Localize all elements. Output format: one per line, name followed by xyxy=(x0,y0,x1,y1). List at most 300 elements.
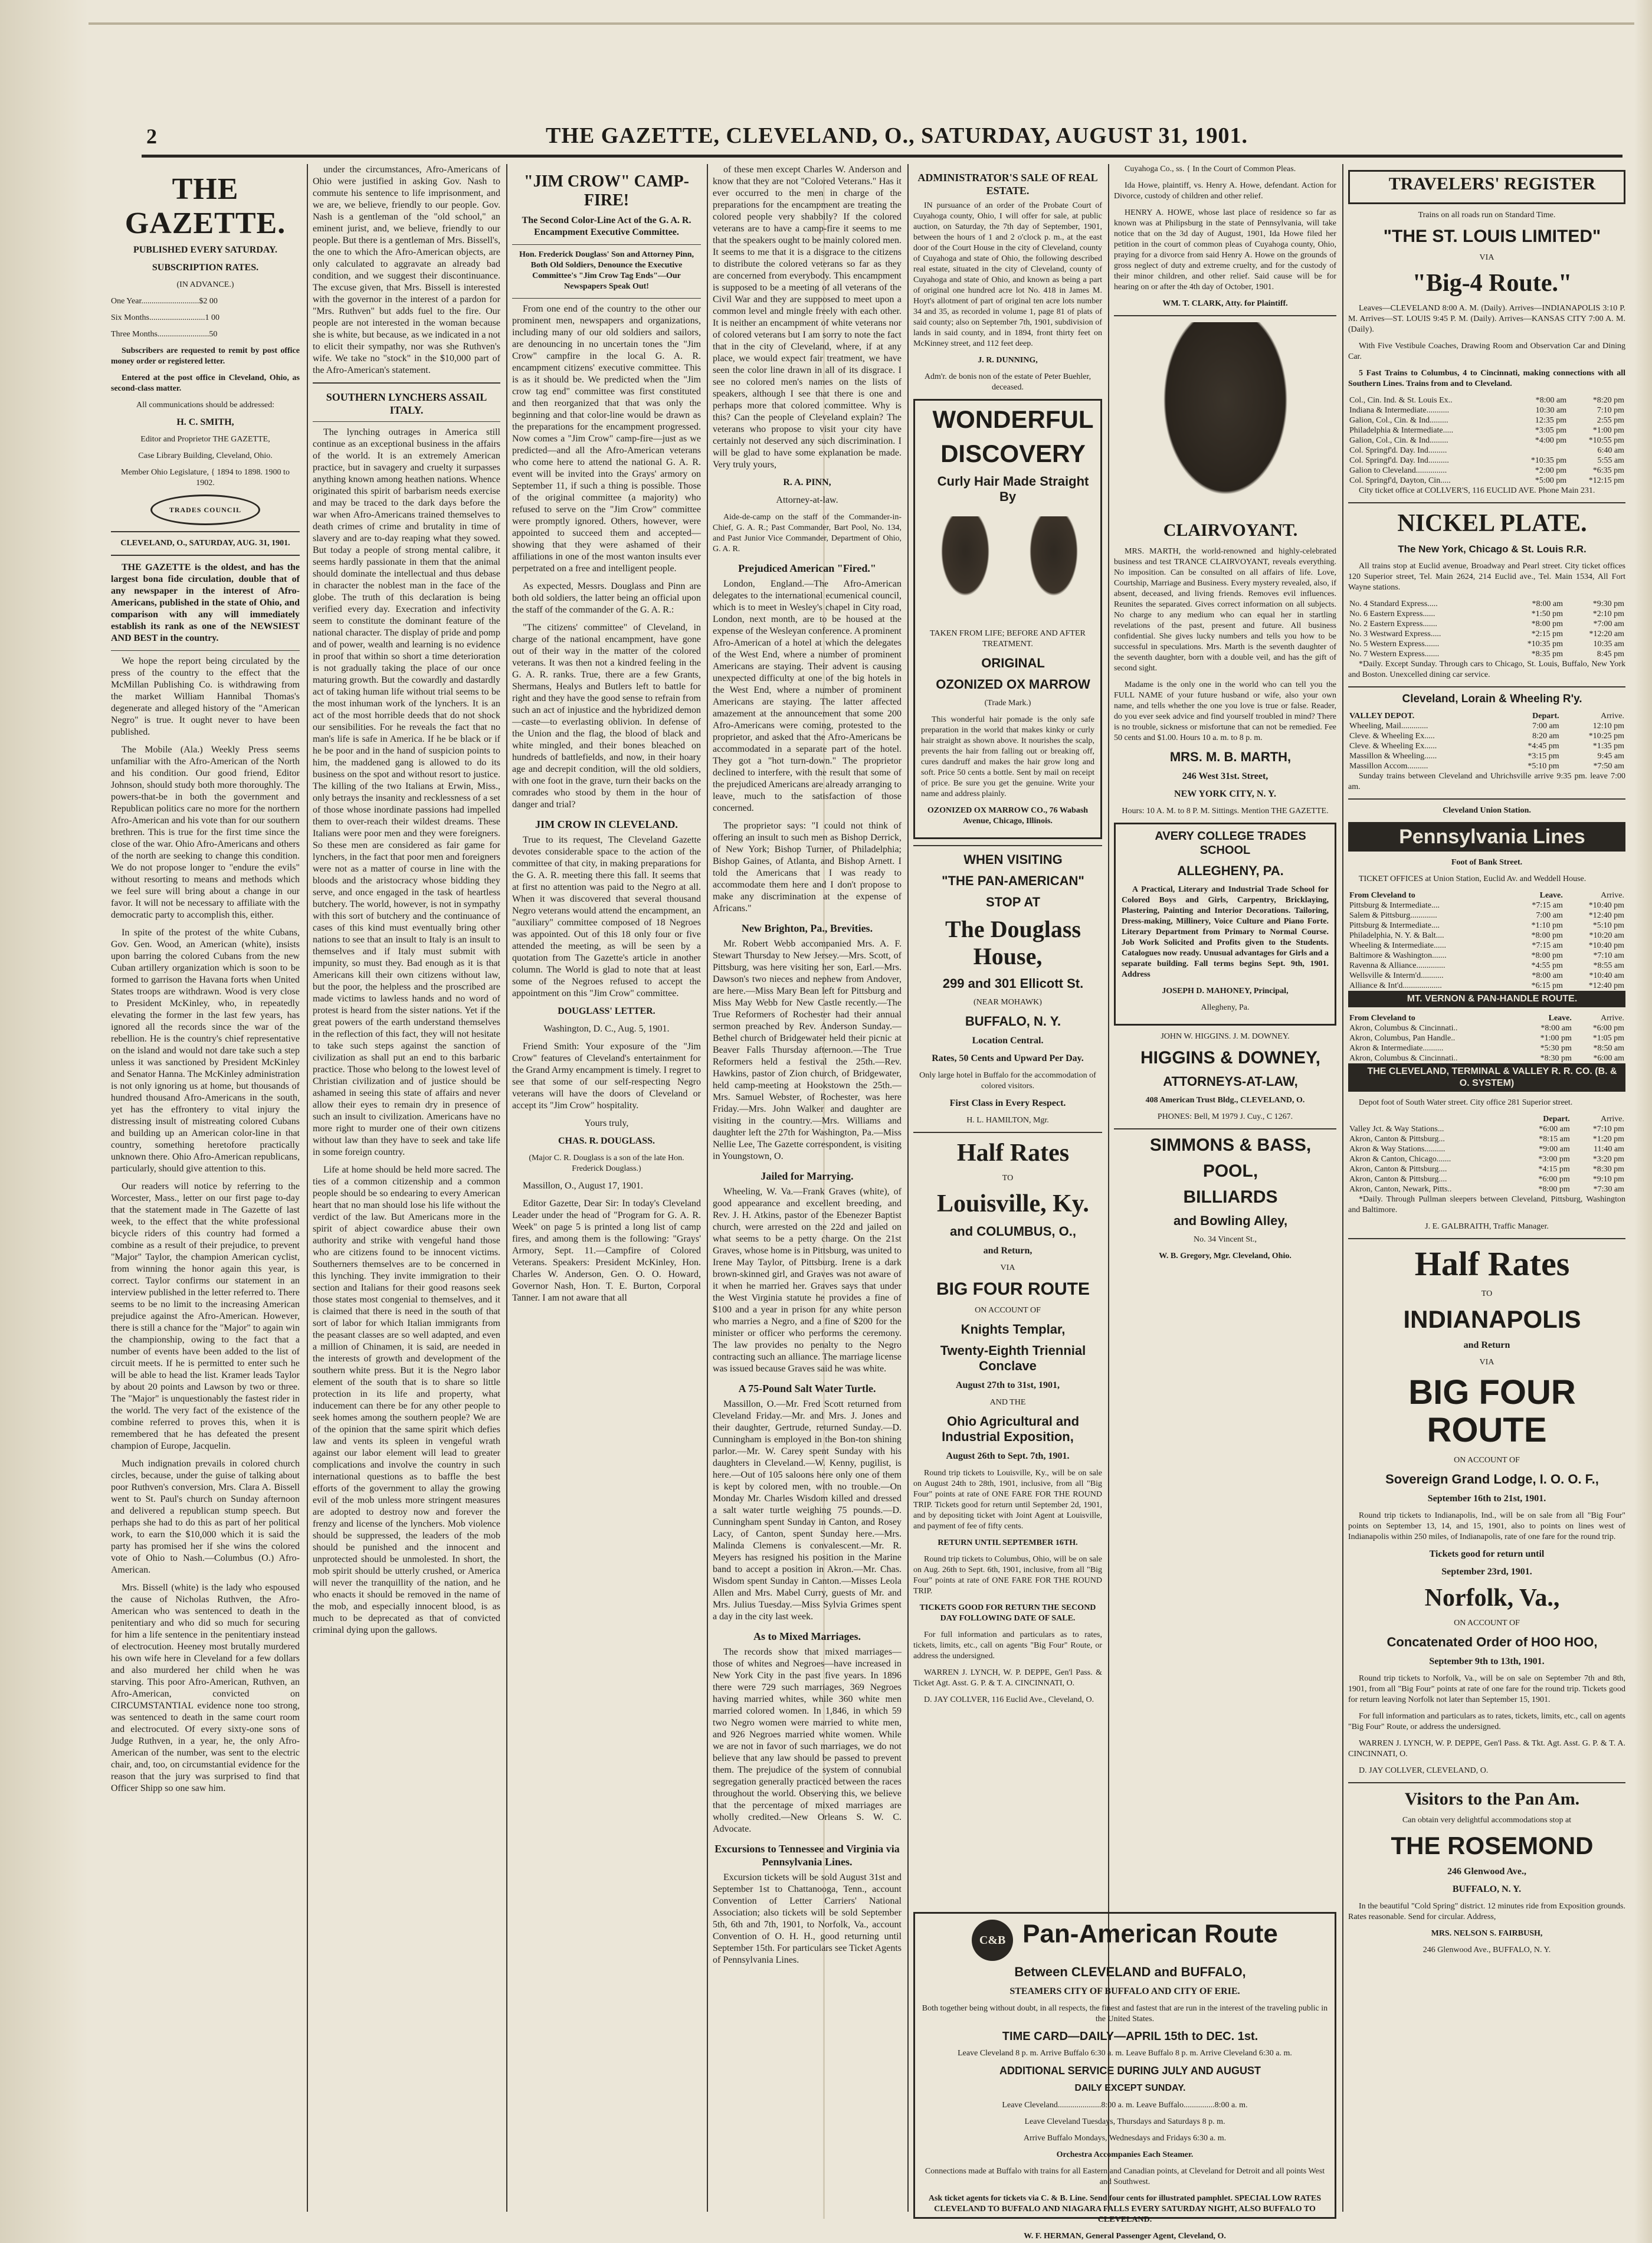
rates-ad-agents: WARREN J. LYNCH, W. P. DEPPE, Gen'l Pass. & Ticket Agt. Asst. G. P. & T. A. CINCINNATI, O. xyxy=(913,1668,1102,1688)
timetable-train: Philadelphia, N. Y. & Balt.... xyxy=(1349,931,1444,940)
timetable-row xyxy=(1348,890,1625,901)
timetable-time: *1:20 pm xyxy=(1592,1135,1624,1144)
timetable-row xyxy=(1348,971,1625,981)
timetable-train: Col. Springf'd. Day. Ind......... xyxy=(1349,446,1447,455)
nickel-plate-text: All trains stop at Euclid avenue, Broadway and Pearl street. City ticket offices 120 Superior street, Tel. Main 2624, 214 Euclid ave., Tel. Main 1534, All Fort Wayne stations. xyxy=(1348,562,1625,592)
page-edge xyxy=(1634,0,1652,2243)
school-principal: JOSEPH D. MAHONEY, Principal, xyxy=(1162,987,1289,996)
train-schedule-text: Leaves—CLEVELAND 8:00 A. M. (Daily). Arrives—INDIANAPOLIS 3:10 P. M. Arrives—ST. LOUIS 9:45 P. M. (Daily). Arrives—KANSAS CITY 7:00 A. M. (Daily). xyxy=(1348,304,1625,334)
column-7 xyxy=(1348,164,1625,2224)
column-1 xyxy=(111,164,300,2224)
timetable-time: *12:15 pm xyxy=(1588,476,1624,485)
pan-american-route-ad xyxy=(913,1912,1336,2241)
nickel-plate-timetable xyxy=(1348,599,1625,659)
timetable-row xyxy=(1348,1043,1625,1053)
timetable-time: *5:30 pm xyxy=(1540,1044,1572,1053)
hotel-address: (NEAR MOHAWK) xyxy=(974,998,1042,1007)
office-address: Case Library Building, Cleveland, Ohio. xyxy=(138,451,273,460)
article-paragraph: True to its request, The Cleveland Gazette devotes considerable space to the action of the committee of that city, in making preparations for the G. A. R. meeting there this fall. It seems that at first no attention was paid to the Negro at all. When it was discovered that several thousand Negro veterans would attend the encampment, an "auxiliary" committee composed of 18 Negroes was appointed. Out of this 18 only four or five attended the meeting, as will be seen by a quotation from The Gazette's article in another column. The World is glad to note that at least some of the Negroes refused to accept the appointment on this "Jim Crow" committee. xyxy=(512,835,701,998)
signature: Yours truly, xyxy=(584,1118,629,1128)
timetable-row xyxy=(1348,466,1625,476)
timetable-time: *6:00 am xyxy=(1539,1125,1570,1134)
travelers-register-box xyxy=(1348,170,1625,204)
odd-fellows-event: Sovereign Grand Lodge, I. O. O. F., xyxy=(1385,1472,1599,1486)
divider xyxy=(1114,315,1336,316)
rates-ad-event: Twenty-Eighth Triennial Conclave xyxy=(940,1343,1086,1373)
indianapolis-destination: INDIANAPOLIS xyxy=(1403,1305,1581,1333)
hotel-detail: First Class in Every Respect. xyxy=(949,1098,1066,1108)
clairvoyant-text: MRS. MARTH, the world-renowned and highly-celebrated business and test TRANCE CLAIRVOYANT, reveals everything. No imposition. Can be consulted on all affairs of life. Love, Courtship, Marriage and Business. Every mystery revealed, also, if absent, deceased, and living friends. Removes evil influences. Reunites the separated. Gives correct information on all subjects. No charge to any medium who can equal her in startling revelations of the past, present and future. All business confidential. She gives lucky numbers and tells you how to be successful in speculations. Mrs. Marth is the seventh daughter of the seventh daughter, born with a double veil, and has the gift of second sight. xyxy=(1114,547,1336,673)
rosemond-address: 246 Glenwood Ave., BUFFALO, N. Y. xyxy=(1422,1946,1551,1954)
masthead: THE GAZETTE, CLEVELAND, O., SATURDAY, AUGUST 31, 1901. xyxy=(545,123,1248,148)
timetable-time: *8:20 pm xyxy=(1592,396,1624,405)
legal-heading: ADMINISTRATOR'S SALE OF REAL ESTATE. xyxy=(917,172,1098,197)
timetable-time: 11:40 am xyxy=(1594,1145,1624,1154)
article-paragraph: Friend Smith: Your exposure of the "Jim Crow" features of Cleveland's entertainment for the Grand Army encampment is timely. I regret to see that some of our self-respecting Negro veterans will have the doors of Cleveland or accept its "Jim Crow" hospitality. xyxy=(512,1042,701,1111)
article-heading: SOUTHERN LYNCHERS ASSAIL ITALY. xyxy=(326,391,487,416)
train-schedule-text: 5 Fast Trains to Columbus, 4 to Cincinnati, making connections with all Southern Lines. Trains from and to Cleveland. xyxy=(1348,369,1625,388)
ad-body: This wonderful hair pomade is the only safe preparation in the world that makes kinky or curly hair straight as shown above. It nourishes the scalp, prevents the hair from falling out or breaking off, cures dandruff and makes the hair grow long and soft. Price 50 cents a bottle. Sent by mail on receipt of price. Be sure you get the genuine. Write your name and address plainly. xyxy=(921,715,1094,798)
timetable-time: *8:00 pm xyxy=(1538,1185,1570,1194)
timetable-train: Valley Jct. & Way Stations... xyxy=(1349,1125,1444,1134)
timetable-time: *8:00 am xyxy=(1532,600,1564,608)
timetable-train: Alliance & Int'd................... xyxy=(1349,981,1442,990)
hoo-hoo-event: Concatenated Order of HOO HOO, xyxy=(1386,1635,1598,1649)
rates-ad-destination: Louisville, Ky. xyxy=(937,1190,1089,1217)
signature-note: Aide-de-camp on the staff of the Commander-in-Chief, G. A. R.; Past Commander, Bart Pool, No. 134, and Past Junior Vice Commander, Department of Ohio, G. A. R. xyxy=(713,513,902,554)
timetable-train: Akron & Intermediate.......... xyxy=(1349,1044,1444,1053)
terminal-valley-text: Depot foot of South Water street. City office 281 Superior street. xyxy=(1359,1098,1573,1107)
hotel-city: BUFFALO, N. Y. xyxy=(965,1014,1061,1029)
timetable-time: *4:00 pm xyxy=(1535,436,1567,445)
timetable-time: *10:25 pm xyxy=(1588,732,1624,741)
hotel-ad-line: STOP AT xyxy=(985,895,1041,909)
subheadline: The Second Color-Line Act of the G. A. R. Encampment Executive Committee. xyxy=(522,215,691,237)
timetable-train: Pittsburg & Intermediate.... xyxy=(1349,901,1440,910)
terminal-valley-timetable xyxy=(1348,1114,1625,1194)
train-name: "THE ST. LOUIS LIMITED" xyxy=(1383,227,1601,246)
remit-note: Subscribers are requested to remit by post office money order or registered letter. xyxy=(111,346,300,366)
norfolk-agents: WARREN J. LYNCH, W. P. DEPPE, Gen'l Pass. & Tkt. Agt. Asst. G. P. & T. A. CINCINNATI, O. xyxy=(1348,1739,1625,1759)
ticket-office-note: City ticket office at COLLVER'S, 116 EUCLID AVE. Phone Main 231. xyxy=(1359,486,1595,495)
hotel-detail: Only large hotel in Buffalo for the accommodation of colored visitors. xyxy=(919,1071,1096,1091)
pool-hall-name: SIMMONS & BASS, xyxy=(1149,1135,1312,1155)
divider xyxy=(111,650,300,651)
timetable-time: *4:55 pm xyxy=(1531,961,1563,970)
via-line: VIA xyxy=(1479,253,1494,262)
rosemond-line: Can obtain very delightful accommodations stop at xyxy=(1402,1816,1572,1825)
timetable-time: *8:00 am xyxy=(1535,396,1567,405)
rosemond-address: 246 Glenwood Ave., xyxy=(1447,1867,1526,1877)
top-border xyxy=(88,22,1634,25)
route-text: Both together being without doubt, in all respects, the finest and fastest that are run in the interest of the traveling public in the United States. xyxy=(922,2004,1328,2023)
page-number: 2 xyxy=(146,125,157,148)
rates-ad-line: ON ACCOUNT OF xyxy=(975,1306,1041,1315)
timetable-time: *7:15 am xyxy=(1532,941,1563,950)
event-dates: September 16th to 21st, 1901. xyxy=(1427,1494,1546,1504)
rates-ad-dates: August 27th to 31st, 1901, xyxy=(955,1380,1060,1390)
register-heading: TRAVELERS' REGISTER xyxy=(1388,174,1596,194)
timetable-row xyxy=(1348,1023,1625,1033)
timetable-train: Galion to Cleveland............... xyxy=(1349,466,1447,475)
cb-line-logo: C&B xyxy=(972,1920,1013,1961)
rate-line: One Year............................$2 00 xyxy=(111,297,218,306)
timetable-train: No. 7 Western Express....... xyxy=(1349,650,1440,659)
timetable-time: *5:10 pm xyxy=(1528,762,1559,771)
timetable-time: Depart. xyxy=(1532,712,1559,721)
timetable-train: Col., Cin. Ind. & St. Louis Ex.. xyxy=(1349,396,1453,405)
timetable-row xyxy=(1348,1184,1625,1194)
rates-ad-agents: D. JAY COLLVER, 116 Euclid Ave., Cleveland, O. xyxy=(924,1695,1094,1704)
editorial-paragraph: Mrs. Bissell (white) is the lady who espoused the cause of Nicholas Ruthven, the Afro-American who was sentenced to death in the penitentiary and who did so much for securing for him a life sentence in the penitentiary instead of electrocution. Heeney most brutally murdered his own wife here in Cleveland for a few dollars and also murdered her child when he was starving. This poor Afro-American, Ruthven, an Afro-American, convicted on CIRCUMSTANTIAL evidence none too strong, was sentenced to death in the same court room and electrocuted. Of every sixty-one sons of Judge Ruthven, in a year, he, the only Afro-American of the number, was sent to the electric chair, and, too, on circumstantial evidence for the reason that the jury was surprised to find that Officer Shipp so one saw him. xyxy=(111,1583,300,1793)
timetable-row xyxy=(1348,1164,1625,1174)
timetable-time: 2:55 pm xyxy=(1597,416,1624,425)
timetable-time: 5:55 am xyxy=(1597,456,1624,465)
timetable-row xyxy=(1348,741,1625,751)
column-3 xyxy=(512,164,701,2224)
timetable-train: Galion, Col., Cin. & Ind......... xyxy=(1349,436,1448,445)
timetable-row xyxy=(1348,476,1625,486)
signature: CHAS. R. DOUGLASS. xyxy=(558,1136,655,1146)
timetable-time: *8:00 pm xyxy=(1531,620,1564,628)
timetable-time: *2:15 pm xyxy=(1531,630,1564,638)
timetable-train: Akron, Canton & Pittsburg... xyxy=(1349,1135,1445,1144)
pool-hall-line: and Bowling Alley, xyxy=(1173,1213,1288,1228)
hotel-ad-line: "THE PAN-AMERICAN" xyxy=(942,873,1084,888)
timetable-time: *4:15 pm xyxy=(1538,1165,1570,1174)
timetable-train: Col. Springf'd. Day. Ind.......... xyxy=(1349,456,1449,465)
attorney-names: JOHN W. HIGGINS. J. M. DOWNEY. xyxy=(1161,1032,1290,1041)
timetable-train: No. 2 Eastern Express....... xyxy=(1349,620,1437,628)
timetable-time: *7:15 am xyxy=(1532,901,1563,910)
half-rates-line: TO xyxy=(1481,1289,1493,1298)
article-heading: Jailed for Marrying. xyxy=(761,1170,854,1182)
timetable-time: *6:15 pm xyxy=(1531,981,1563,990)
timetable-time: *8:30 pm xyxy=(1592,1165,1624,1174)
timetable-train: Salem & Pittsburg............. xyxy=(1349,911,1437,920)
article-paragraph: Excursion tickets will be sold August 31st and September 1st to Chattanooga, Tenn., account Convention of Letter Carriers' National Association; also tickets will be sold September 5th, 6th and 7th, 1901, to Norfolk, Va., account Convention of O. H. H., good returning until September 15th. For particulars see Ticket Agents of Pennsylvania Lines. xyxy=(713,1872,902,1965)
event-dates: September 9th to 13th, 1901. xyxy=(1429,1656,1545,1666)
column-rule xyxy=(1342,164,1343,2212)
legal-text: HENRY A. HOWE, whose last place of residence so far as known was at Philipsburg in the state of Pennsylvania, will take notice that on the 3d day of August, 1901, Ida Howe filed her petition in the court of common pleas of Cuyahoga county, Ohio, praying for a divorce from said Henry A. Howe on the grounds of gross neglect of duty and extreme cruelty, and for the custody of their minor children, and other relief. Said cause will be for hearing on or after the 4th day of October, 1901. xyxy=(1114,208,1336,292)
ad-headline: DISCOVERY xyxy=(940,440,1086,467)
timetable-row xyxy=(1348,711,1625,721)
rosemond-city: BUFFALO, N. Y. xyxy=(1452,1884,1522,1894)
masthead-rule xyxy=(142,155,1622,158)
timetable-row xyxy=(1348,425,1625,435)
time-card-heading: TIME CARD—DAILY—APRIL 15th to DEC. 1st. xyxy=(1002,2030,1258,2043)
timetable-train: Akron, Canton & Pittsburg.... xyxy=(1349,1165,1447,1174)
big4-timetable xyxy=(1348,395,1625,486)
timetable-train: Akron & Canton, Chicago....... xyxy=(1349,1155,1451,1164)
timetable-time: *9:00 am xyxy=(1539,1145,1570,1154)
article-paragraph: Massillon, O.—Mr. Fred Scott returned from Cleveland Friday.—Mr. and Mrs. J. Jones and their daughter, Gertrude, returned Sunday.—D. Cunningham is employed in the Bon-ton shining parlor.—Mr. W. Carey spent Sunday with his daughters in Cleveland.—W. Kenny, pugilist, is here.—Out of 105 saloons here only one of them is kept by colored men, with no trouble.—On Monday Mr. Charles Wisdom killed and dressed a salt water turtle weighing 75 pounds.—D. Cunningham spent Sunday in Canton, and Rosey Lacy, of Canton, spent Sunday here.—Mrs. Malinda Clemens is convalescent.—Mr. R. Meyers has resigned his position in the Marine band to accept a position in Akron.—Mr. Chas. Wisdom spent Sunday in Canton.—Misses Leola Allen and Mrs. Mabel Curry, guests of Mr. and Mrs. Julius Tuesday.—Miss Sylvia Grimes spent a day in the city last week. xyxy=(713,1399,902,1622)
timetable-train: Galion, Col., Cin. & Ind......... xyxy=(1349,416,1448,425)
published-line: PUBLISHED EVERY SATURDAY. xyxy=(133,245,278,255)
timetable-train: No. 3 Westward Express..... xyxy=(1349,630,1441,638)
rosemond-name: THE ROSEMOND xyxy=(1391,1832,1594,1859)
lorain-wheeling-title: Cleveland, Lorain & Wheeling R'y. xyxy=(1402,693,1582,705)
article-paragraph: of these men except Charles W. Anderson and know that they are not "Colored Veterans." Has it ever occurred to the men in charge of the preparations for the encampment are treating the colored people very shabbily? If the colored veterans are to have a camp-fire it seems to me that the speakers ought to be mainly colored men. It seems to me that it is a disgrace to the citizens to distribute the colored veterans so far as they are concerned from everybody. This encampment is supposed to be a meeting of all veterans of the Civil War and they are supposed to meet upon a common level and mingle freely with each other. It is neither an encampment of white veterans nor of colored veterans but I am sorry to note the fact that in the city of Cleveland, where, if at any place, we would expect fair treatment, we have seen the color line drawn in all of its disgrace. I see no colored men's names on the lists of speakers, although I see that there is one and perhaps more that colored committee. Why is this? Can the people of Cleveland explain? The veterans who propose to visit your city have certainly not deserved any such discrimination. I will be glad to have some explanation be made. Very truly yours, xyxy=(713,165,902,470)
signature-note: (Major C. R. Douglass is a son of the late Hon. Frederick Douglass.) xyxy=(529,1154,684,1173)
timetable-time: Arrive. xyxy=(1600,1014,1624,1023)
timetable-row xyxy=(1348,609,1625,619)
rates-ad-route: BIG FOUR ROUTE xyxy=(936,1279,1090,1299)
legal-signature: Adm'r. de bonis non of the estate of Peter Buehler, deceased. xyxy=(924,372,1092,392)
school-location: ALLEGHENY, PA. xyxy=(1177,863,1284,878)
timetable-row xyxy=(1348,1134,1625,1144)
half-rates-return: Tickets good for return until xyxy=(1429,1549,1545,1559)
rates-heading: SUBSCRIPTION RATES. xyxy=(152,263,259,273)
article-paragraph: The proprietor says: "I could not think of offering an insult to such men as Bishop Derrick, of New York; Bishop Turner, of Philadelphia; Bishop Gaines, of Atlanta, and Bishop Arnett. I told the Americans that I was ready to accommodate them here and I don't propose to make any discrimination at the expense of Africans." xyxy=(713,821,902,913)
timetable-time: Depart. xyxy=(1543,1115,1570,1124)
divider xyxy=(1348,1238,1625,1239)
timetable-train: Pittsburg & Intermediate.... xyxy=(1349,921,1440,930)
timetable-row xyxy=(1348,731,1625,741)
timetable-row xyxy=(1348,395,1625,405)
timetable-time: *12:40 pm xyxy=(1588,911,1624,920)
hotel-detail: Rates, 50 Cents and Upward Per Day. xyxy=(932,1053,1084,1063)
timetable-time: *5:00 pm xyxy=(1535,476,1567,485)
rosemond-proprietor: MRS. NELSON S. FAIRBUSH, xyxy=(1431,1929,1543,1938)
timetable-time: *7:10 pm xyxy=(1592,1125,1624,1134)
school-location: Allegheny, Pa. xyxy=(1201,1003,1250,1012)
article-heading: Prejudiced American "Fired." xyxy=(738,562,876,574)
rates-ad-dates: August 26th to Sept. 7th, 1901. xyxy=(946,1451,1070,1461)
timetable-time: *8:35 pm xyxy=(1531,650,1564,659)
clairvoyant-hours: Hours: 10 A. M. to 8 P. M. Sittings. Mention THE GAZETTE. xyxy=(1122,807,1329,816)
half-rates-line: VIA xyxy=(1479,1358,1494,1367)
rates-ad-line: VIA xyxy=(1000,1263,1015,1272)
timetable-time: *10:40 pm xyxy=(1588,901,1624,910)
timetable-row xyxy=(1348,751,1625,761)
timetable-train: Wheeling & Intermediate...... xyxy=(1349,941,1447,950)
timetable-time: *7:00 am xyxy=(1593,620,1624,628)
connections-note: Connections made at Buffalo with trains for all Eastern and Canadian points, at Cleveland for Detroit and all points West and Southwest. xyxy=(925,2167,1325,2186)
law-firm-phones: PHONES: Bell, M 1979 J. Cuy., C 1267. xyxy=(1157,1112,1293,1121)
timetable-time: *10:20 am xyxy=(1589,931,1624,940)
nickel-plate-note: *Daily. Except Sunday. Through cars to Chicago, St. Louis, Buffalo, New York and Boston. Unexcelled dining car service. xyxy=(1348,660,1625,679)
timetable-train: Akron, Columbus & Cincinnati.. xyxy=(1349,1054,1458,1063)
timetable-row xyxy=(1348,761,1625,771)
timetable-row xyxy=(1348,435,1625,446)
article-paragraph: Wheeling, W. Va.—Frank Graves (white), of good appearance and excellent breeding, and Rev. J. H. Atkins, pastor of the Ebenezer Baptist church, were arrested on the 22d and jailed on what seems to be a petty charge. On the 21st Graves, whose home is in Pittsburg, was united to Irene May Taylor, of Pittsburg. Irene is a dark brown-skinned girl, and Graves was not aware of it when he married her. Graves says that under the West Virginia statute he provides a fine of $100 and a year in prison for any white person who marries a Negro, and a fine of $200 for the minister or officer who performs the ceremony. The law provides no penalty to the Negro contracting such an alliance. The marriage license was issued because Graves said he was white. xyxy=(713,1187,902,1374)
clairvoyant-portrait xyxy=(1149,322,1302,517)
timetable-row xyxy=(1348,649,1625,659)
timetable-train: Cleve. & Wheeling Ex..... xyxy=(1349,732,1435,741)
article-heading: Excursions to Tennessee and Virginia via Pennsylvania Lines. xyxy=(714,1843,900,1868)
legal-text: IN pursuance of an order of the Probate Court of Cuyahoga county, Ohio, I will offer for sale, at public auction, on Saturday, the 7th day of September, 1901, between the hours of 1 and 2 o'clock p. m., at the east door of the Court House in the city of Cleveland, county of Cuyahoga and state of Ohio, the following described real estate, situated in the city of Cleveland, county of Cuyahoga and state of Ohio, and known as being a part of original one hundred acre lot No. 418 in James M. Hoyt's allotment of part of original ten acre lots number 34 and 35, as recorded in volume 1, page 81 of plats of said county; also on September 7th, 1901, subdivision of lands in said county, and in 1894, front thirty feet on McKinney street, and 112 feet deep. xyxy=(913,201,1102,348)
orchestra-note: Orchestra Accompanies Each Steamer. xyxy=(1056,2150,1194,2159)
column-2 xyxy=(313,164,500,2224)
rates-ad-line: and COLUMBUS, O., xyxy=(950,1224,1076,1239)
half-rates-line: ON ACCOUNT OF xyxy=(1454,1456,1520,1465)
special-rates-note: Ask ticket agents for tickets via C. & B. Line. Send four cents for illustrated pamphlet. SPECIAL LOW RATES CLEVELAND TO BUFFALO AND NIAGARA FALLS EVERY SATURDAY NIGHT, ALSO BUFFALO TO CLEVELAND. xyxy=(928,2194,1322,2224)
timetable-time: *3:20 pm xyxy=(1592,1155,1624,1164)
timetable-row xyxy=(1348,721,1625,731)
article-heading: JIM CROW IN CLEVELAND. xyxy=(535,818,678,830)
timetable-train: Akron, Canton & Pittsburg.... xyxy=(1349,1175,1447,1184)
timetable-time: *12:40 pm xyxy=(1588,981,1624,990)
divider xyxy=(913,1132,1102,1133)
timetable-row xyxy=(1348,629,1625,639)
article-paragraph: Editor Gazette, Dear Sir: In today's Cleveland Leader under the head of "Program for G. A. R. Week" on page 5 is printed a long list of camp fires, and among them is the following: "Grays' Armory, Sept. 11.—Campfire of Colored Veterans. Speakers: President McKinley, Hon. Charles W. Anderson, Gen. O. O. Howard, Governor Nash, Hon. T. E. Burton, Corporal Tanner. I am not aware that all xyxy=(512,1199,701,1303)
timetable-time: *4:45 pm xyxy=(1528,742,1559,751)
divider xyxy=(111,531,300,532)
timetable-train: Massillon & Wheeling...... xyxy=(1349,752,1437,761)
timetable-time: *8:50 am xyxy=(1593,1044,1624,1053)
rates-ad-body: RETURN UNTIL SEPTEMBER 16TH. xyxy=(938,1538,1078,1547)
timetable-train: Wheeling, Mail............. xyxy=(1349,722,1428,731)
rates-ad-line: TO xyxy=(1002,1174,1014,1183)
timetable-time: *8:00 pm xyxy=(1531,951,1563,960)
timetable-row xyxy=(1348,446,1625,456)
editorial-paragraph: under the circumstances, Afro-Americans of Ohio were justified in asking Gov. Nash to commute his sentence to life imprisonment, and we are, we believe, friendly to our people. Gov. Nash is a gentleman of the "old school," an eminent jurist, and, we believe, friendly to our people. But there is a gentleman of Mrs. Bissell's, the one to which the Afro-American objects, are only calculated to aggravate an already bad condition, and we suggest their discontinuance. The excuse given, that Mrs. Bissell is interested with the governor in the interest of a pardon for "Mrs. Ruthven" but adds fuel to the fire. Our people are not interested in the woman because she is white, but because, as we indicated in a not to elicit their sympathy, nor was she Ruthven's wife. We take no "stock" in the $10,000 part of the Afro-American's statement. xyxy=(313,165,500,375)
time-card-line: Arrive Buffalo Mondays, Wednesdays and Fridays 6:30 a. m. xyxy=(1023,2134,1227,2143)
paper-title: THE GAZETTE. xyxy=(124,172,286,240)
divider xyxy=(313,421,500,422)
hotel-detail: Location Central. xyxy=(972,1036,1044,1046)
clairvoyant-name: MRS. M. B. MARTH, xyxy=(1169,749,1292,764)
passenger-agent: W. F. HERMAN, General Passenger Agent, Cleveland, O. xyxy=(1024,2232,1226,2241)
divider xyxy=(1348,1782,1625,1783)
timetable-time: 8:20 am xyxy=(1532,732,1559,741)
column-rule xyxy=(307,164,308,2212)
divider xyxy=(512,298,701,299)
timetable-time: *10:55 pm xyxy=(1588,436,1624,445)
column-rule xyxy=(907,164,909,2212)
rates-ad-body: Round trip tickets to Columbus, Ohio, will be on sale on Aug. 26th to Sept. 6th, 1901, inclusive, from all "Big Four" points at rate of ONE FARE FOR THE ROUND TRIP. xyxy=(913,1555,1102,1596)
signature: Attorney-at-law. xyxy=(776,495,838,505)
timetable-train: Col. Springf'd, Dayton, Cin..... xyxy=(1349,476,1451,485)
timetable-time: *8:00 am xyxy=(1532,971,1563,980)
timetable-time: 12:10 pm xyxy=(1592,722,1624,731)
timetable-time: 8:45 pm xyxy=(1597,650,1624,659)
binding-edge xyxy=(0,0,88,2243)
timetable-train: Indiana & Intermediate........... xyxy=(1349,406,1450,415)
rate-line: Three Months.........................50 xyxy=(111,330,218,339)
station-location: Foot of Bank Street. xyxy=(1451,858,1523,867)
article-heading: As to Mixed Marriages. xyxy=(753,1630,861,1642)
timetable-time: *6:00 pm xyxy=(1592,1024,1624,1033)
timetable-time: *8:15 am xyxy=(1539,1135,1570,1144)
timetable-time: *7:30 am xyxy=(1593,1185,1624,1194)
big4-route-title: "Big-4 Route." xyxy=(1412,270,1572,297)
rate-line: Six Months...........................1 00 xyxy=(111,313,219,322)
timetable-time: *8:00 am xyxy=(1540,1024,1572,1033)
ad-headline: WONDERFUL xyxy=(932,405,1094,433)
rates-ad-body: Round trip tickets to Louisville, Ky., will be on sale on August 24th to 28th, 1901, inclusive, from all "Big Four" points at rate of ONE FARE FOR THE ROUND TRIP. Tickets good for return until September 2d, 1901, and by depositing ticket with Joint Agent at Louisville, and payment of fee of fifty cents. xyxy=(913,1469,1102,1531)
article-heading: New Brighton, Pa., Brevities. xyxy=(741,922,873,934)
nickel-plate-title: NICKEL PLATE. xyxy=(1397,510,1587,537)
half-rates-line: and Return xyxy=(1463,1340,1510,1350)
letter-dateline: Washington, D. C., Aug. 5, 1901. xyxy=(543,1024,670,1034)
ad-subhead: ORIGINAL xyxy=(981,656,1045,670)
editor-title: Editor and Proprietor THE GAZETTE, xyxy=(140,435,270,444)
timetable-row xyxy=(1348,961,1625,971)
half-rates-body: Round trip tickets to Indianapolis, Ind., will be on sale from all "Big Four" points on September 13, 14, and 15, 1901, also to points on lines west of Indianapolis within 250 miles, of Indianapolis, rate of one fare for the round trip. xyxy=(1348,1511,1625,1541)
timetable-row xyxy=(1348,921,1625,931)
big-four-route-title: BIG FOUR ROUTE xyxy=(1408,1373,1576,1449)
rates-ad-body: TICKETS GOOD FOR RETURN THE SECOND DAY FOLLOWING DATE OF SALE. xyxy=(919,1603,1096,1623)
timetable-time: Arrive. xyxy=(1600,712,1624,721)
headline: "JIM CROW" CAMP-FIRE! xyxy=(524,172,689,209)
daily-line: DAILY EXCEPT SUNDAY. xyxy=(1074,2083,1186,2093)
editorial-paragraph: In spite of the protest of the white Cubans, Gov. Gen. Wood, an American (white), insists upon barring the colored Cubans from the new Cuban artillery organization which is soon to be formed to garrison the Havana forts when United States troops are withdrawn. Wood is very close to President McKinley, who, in repeatedly elevating the former in the last few years, has ignored all the records since the war of the rebellion. He is the country's chief representative on the island and would not dare take such a step unless it was sanctioned by President McKinley and Senator Hanna. The McKinley administration is not only ignoring us at home, but thousands of hundred thousand Afro-Americans in the south, yet has the effrontery to vital injury the distressing insult of mistreating colored Cubans and building up an American color-line in that country, something heretofore practically unknown there. Ohio Afro-American republicans, particularly, should give attention to this. xyxy=(111,928,300,1174)
timetable-row xyxy=(1348,931,1625,941)
divider xyxy=(1348,502,1625,503)
register-subheading: Trains on all roads run on Standard Time. xyxy=(1418,211,1556,220)
terminal-valley-title: THE CLEVELAND, TERMINAL & VALLEY R. R. CO. (B. & O. SYSTEM) xyxy=(1348,1063,1625,1092)
timetable-train: Ravenna & Alliance.............. xyxy=(1349,961,1446,970)
law-firm-line: ATTORNEYS-AT-LAW, xyxy=(1163,1074,1298,1089)
route-steamers: STEAMERS CITY OF BUFFALO AND CITY OF ERIE. xyxy=(1009,1986,1240,1996)
editor-name: H. C. SMITH, xyxy=(176,417,234,427)
timetable-row xyxy=(1348,415,1625,425)
timetable-time: *8:00 pm xyxy=(1531,931,1563,940)
dateline: CLEVELAND, O., SATURDAY, AUG. 31, 1901. xyxy=(120,539,290,548)
time-card-line: Leave Cleveland Tuesdays, Thursdays and Saturdays 8 p. m. xyxy=(1024,2117,1225,2126)
timetable-row xyxy=(1348,1174,1625,1184)
clairvoyant-address: NEW YORK CITY, N. Y. xyxy=(1174,789,1276,799)
rates-ad-line: and Return, xyxy=(983,1246,1032,1256)
timetable-row xyxy=(1348,911,1625,921)
timetable-time: Leave. xyxy=(1548,1014,1572,1023)
article-paragraph: The records show that mixed marriages—those of whites and Negroes—have increased in New York City in the past five years. In 1896 there were 729 such marriages, 369 Negroes having married whites, while 360 white men married colored women. In 1,846, in which 59 two Negro women were married to white men, and 926 Negroes married white women. While we are not in favor of such marriages, we do not believe that any law should be passed to prevent them. The prejudice of the system of connubial segregation generally practiced between the races throughout the world. Observing this, we believe that the percentage of mixed marriages are wholly credited.—New Orleans S. W. C. Advocate. xyxy=(713,1647,902,1834)
timetable-time: *10:40 am xyxy=(1589,971,1624,980)
timetable-time: Arrive. xyxy=(1600,1115,1624,1124)
timetable-time: 10:35 am xyxy=(1593,640,1624,649)
column-rule xyxy=(506,164,507,2212)
timetable-row xyxy=(1348,1053,1625,1063)
timetable-train: VALLEY DEPOT. xyxy=(1349,712,1415,721)
divider xyxy=(313,382,500,384)
norfolk-body: Round trip tickets to Norfolk, Va., will be on sale on September 7th and 8th, 1901, from all "Big Four" points at rate of one fare for the round trip. Tickets good for return leaving Norfolk not later than September 15, 1901. xyxy=(1348,1674,1625,1704)
member-line: Member Ohio Legislature, { 1894 to 1898. 1900 to 1902. xyxy=(121,468,290,487)
route-title: Pan-American Route xyxy=(1022,1919,1278,1949)
time-card-line: Leave Cleveland.....................8:00 a. m. Leave Buffalo...............8:00 a. m. xyxy=(1002,2101,1248,2110)
timetable-time: 6:40 am xyxy=(1597,446,1624,455)
timetable-time: *9:30 pm xyxy=(1592,600,1624,608)
timetable-row xyxy=(1348,951,1625,961)
article-heading: A 75-Pound Salt Water Turtle. xyxy=(738,1383,876,1394)
law-firm-name: HIGGINS & DOWNEY, xyxy=(1140,1048,1321,1068)
pennsylvania-timetable xyxy=(1348,890,1625,991)
timetable-row xyxy=(1348,1033,1625,1043)
rates-ad-headline: Half Rates xyxy=(956,1139,1070,1167)
timetable-time: Arrive. xyxy=(1600,891,1624,900)
article-paragraph: London, England.—The Afro-American delegates to the international ecumenical council, which is to meet in Wesley's chapel in City road, London, next month, are to be housed at the expense of the Wesleyan conference. A prominent Afro-American of a hotel at which the delegates of the West End, where a number of prominent Americans are staying. Their advent is causing unexpected difficulty at one of the big hotels in the West End, where a number of prominent Americans are staying. The latter affected amazement at the announcement that some 200 Afro-Americans were coming, protested to the proprietor, and asked that the Afro-Americans be accommodated in a separate part of the hotel. They got a "hot turn-down." The proprietor declined to interfere, with the result that some of the prejudiced Americans are already arranging to leave, much to the satisfaction of those concerned. xyxy=(713,579,902,813)
column-4 xyxy=(713,164,902,2224)
timetable-time: *1:50 pm xyxy=(1531,610,1564,618)
timetable-time: *6:35 pm xyxy=(1592,466,1624,475)
timetable-train: Akron, Canton, Newark, Pitts.. xyxy=(1349,1185,1452,1194)
nickel-plate-subtitle: The New York, Chicago & St. Louis R.R. xyxy=(1398,543,1587,555)
timetable-time: *2:00 pm xyxy=(1535,466,1567,475)
timetable-time xyxy=(1510,446,1568,456)
pan-am-visitors-headline: Visitors to the Pan Am. xyxy=(1404,1789,1580,1809)
timetable-time: *7:10 am xyxy=(1593,951,1624,960)
rates-ad-body: For full information and particulars as to rates, tickets, limits, etc., call on agents "Big Four" Route, or address the undersigned. xyxy=(913,1630,1102,1661)
time-card-line: Leave Cleveland 8 p. m. Arrive Buffalo 6:30 a. m. Leave Buffalo 8 p. m. Arrive Cleveland 6:30 a. m. xyxy=(958,2049,1292,2058)
mt-vernon-timetable xyxy=(1348,1013,1625,1063)
editorial-paragraph: The Mobile (Ala.) Weekly Press seems unfamiliar with the Afro-American of the North and his condition. Our good friend, Editor Johnson, should study both more thoroughly. The powers-that-be in both the government and Republican politics care no more for the northern Afro-American and his vote than for our southern brethren. This is true for the first time since the close of the war. Ohio Afro-Americans and others of the north are seeking to change this condition. We do not propose longer to "endure the evils" without resorting to means and methods which we feel sure will bring about a change in our favor. It will not be necessary to affiliate with the democratic party to accomplish this, either. xyxy=(111,745,300,920)
hotel-ad-line: WHEN VISITING xyxy=(963,852,1063,867)
timetable-train: No. 6 Eastern Express...... xyxy=(1349,610,1435,618)
divider xyxy=(1348,686,1625,687)
timetable-row xyxy=(1348,981,1625,991)
column-rule xyxy=(707,164,708,2212)
